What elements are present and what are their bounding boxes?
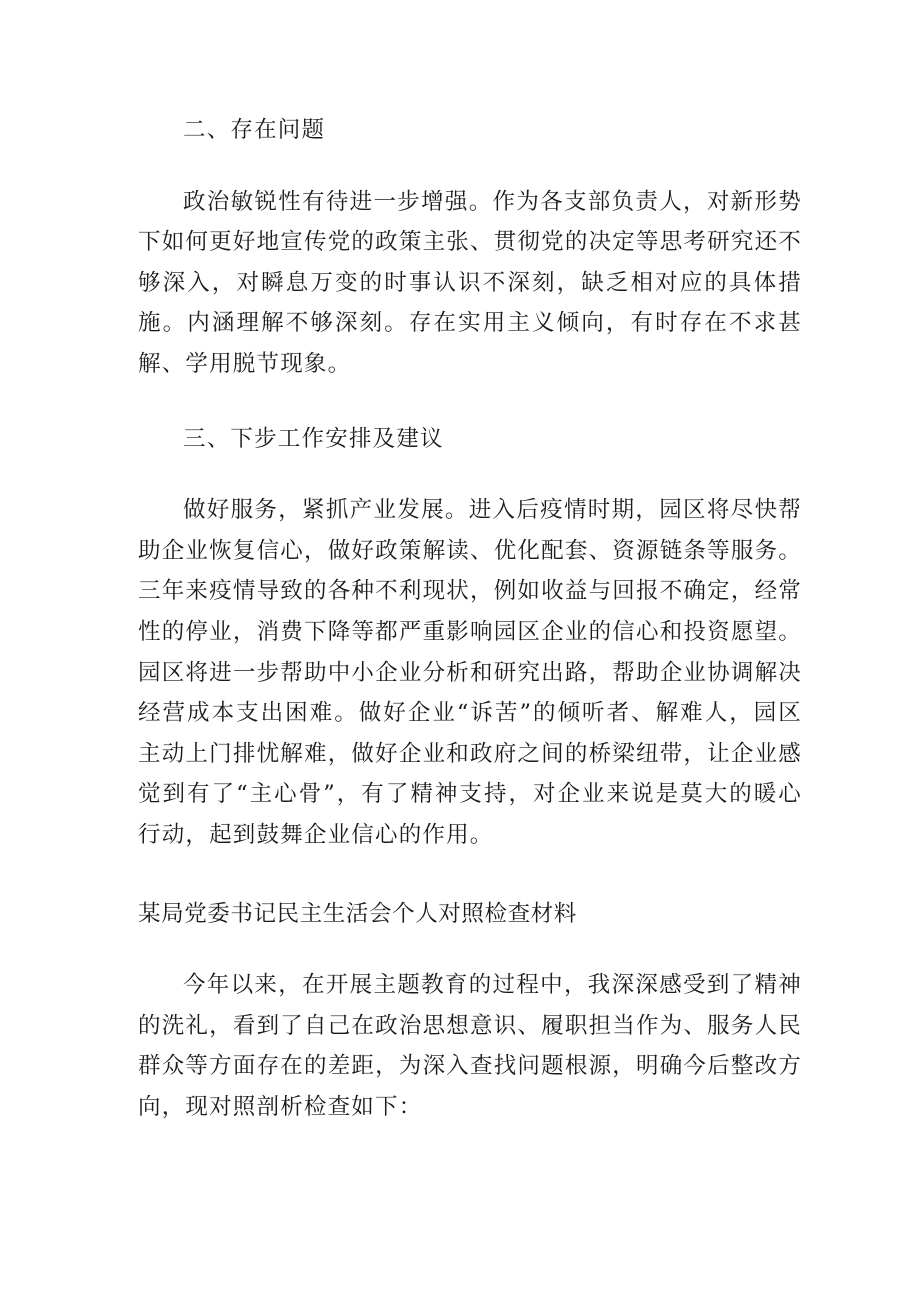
paragraph-intro: 今年以来，在开展主题教育的过程中，我深深感受到了精神的洗礼，看到了自己在政治思想意识、履职担当作为、服务人民群众等方面存在的差距，为深入查找问题根源，明确今后整改方向，现对照剖析检查如下： [138,972,802,1120]
article-title: 某局党委书记民主生活会个人对照检查材料 [138,900,577,927]
paragraph-problems: 政治敏锐性有待进一步增强。作为各支部负责人，对新形势下如何更好地宣传党的政策主张、贯彻党的决定等思考研究还不够深入，对瞬息万变的时事认识不深刻，缺乏相对应的具体措施。内涵理解不够深刻。存在实用主义倾向，有时存在不求甚解、学用脱节现象。 [138,188,802,377]
spacer [138,934,802,965]
section-heading-problems: 二、存在问题 [183,117,326,143]
spacer [138,856,802,894]
section-heading-next-steps: 三、下步工作安排及建议 [183,425,444,452]
spacer [138,459,802,490]
spacer [138,151,802,182]
spacer [138,385,802,419]
paragraph-next-steps: 做好服务，紧抓产业发展。进入后疫情时期，园区将尽快帮助企业恢复信心，做好政策解读、优化配套、资源链条等服务。三年来疫情导致的各种不利现状，例如收益与回报不确定，经常性的停业，消费下降等都严重影响园区企业的信心和投资愿望。园区将进一步帮助中小企业分析和研究出路，帮助企业协调解决经营成本支出困难。做好企业“诉苦”的倾听者、解难人，园区主动上门排忧解难，做好企业和政府之间的桥梁纽带，让企业感觉到有了“主心骨”，有了精神支持，对企业来说是莫大的暖心行动，起到鼓舞企业信心的作用。 [138,497,802,848]
